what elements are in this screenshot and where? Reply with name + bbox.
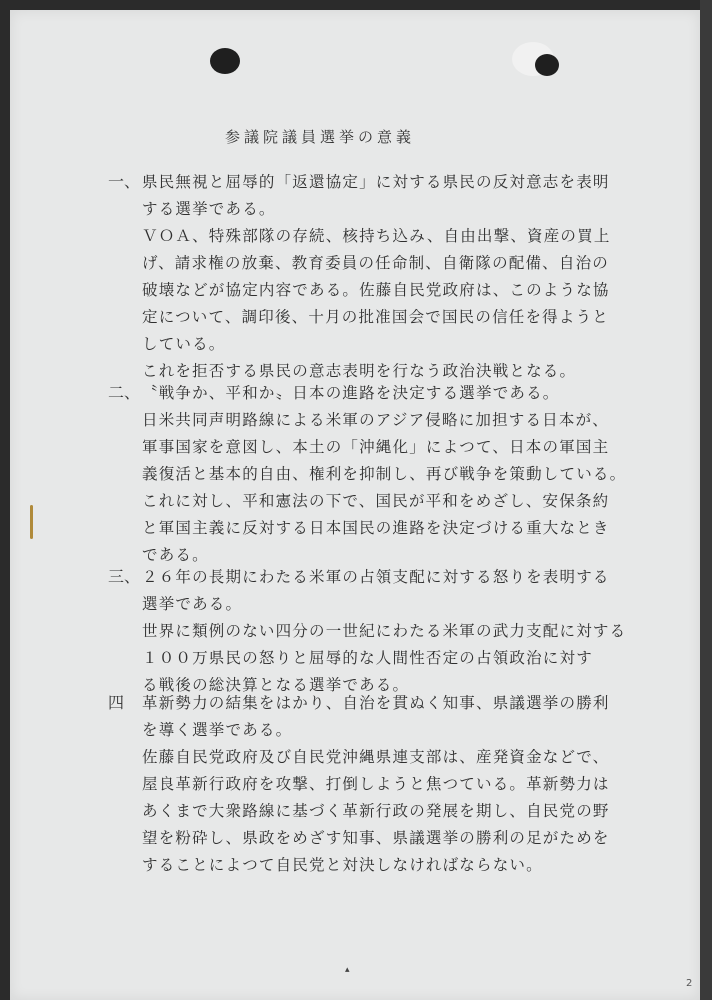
text-line: 定について、調印後、十月の批准国会で国民の信任を得ようと bbox=[142, 308, 609, 326]
page-edge-shadow bbox=[700, 0, 712, 1000]
text-line: 県民無視と屈辱的「返還協定」に対する県民の反対意志を表明 bbox=[142, 173, 610, 191]
text-line: を導く選挙である。 bbox=[142, 721, 293, 739]
section-number: 一、 bbox=[108, 172, 141, 191]
text-line: 〝戦争か、平和か〟日本の進路を決定する選挙である。 bbox=[142, 384, 560, 402]
text-line: することによつて自民党と対決しなければならない。 bbox=[142, 856, 543, 874]
text-line: る戦後の総決算となる選挙である。 bbox=[142, 676, 410, 694]
text-line: これに対し、平和憲法の下で、国民が平和をめざし、安保条約 bbox=[142, 492, 610, 510]
document-title: 参議院議員選挙の意義 bbox=[224, 128, 415, 146]
text-line: １００万県民の怒りと屈辱的な人間性否定の占領政治に対す bbox=[142, 649, 593, 667]
text-line: する選挙である。 bbox=[142, 200, 276, 218]
text-line: 世界に類例のない四分の一世紀にわたる米軍の武力支配に対する bbox=[142, 622, 627, 640]
section-number: 二、 bbox=[108, 383, 141, 402]
section-body bbox=[142, 380, 662, 569]
text-line: 日米共同声明路線による米軍のアジア侵略に加担する日本が、 bbox=[142, 411, 609, 429]
text-line: 選挙である。 bbox=[142, 595, 243, 613]
section-body bbox=[142, 564, 662, 699]
text-line: 義復活と基本的自由、権利を抑制し、再び戦争を策動している。 bbox=[142, 465, 627, 483]
text-line: 革新勢力の結集をはかり、自治を貫ぬく知事、県議選挙の勝利 bbox=[142, 694, 610, 712]
text-line: 破壊などが協定内容である。佐藤自民党政府は、このような協 bbox=[142, 281, 610, 299]
section-body bbox=[142, 169, 662, 385]
text-line: である。 bbox=[142, 546, 209, 564]
text-line: 佐藤自民党政府及び自民党沖縄県連支部は、産発資金などで、 bbox=[142, 748, 610, 766]
text-line: これを拒否する県民の意志表明を行なう政治決戦となる。 bbox=[142, 362, 577, 380]
text-line: げ、請求権の放棄、教育委員の任命制、自衛隊の配備、自治の bbox=[142, 254, 609, 272]
page-number-note: 2 bbox=[686, 978, 693, 989]
staple-mark bbox=[30, 505, 33, 539]
text-line: ＶＯＡ、特殊部隊の存続、核持ち込み、自由出撃、資産の買上 bbox=[142, 227, 611, 245]
punch-hole-left bbox=[210, 48, 240, 74]
section-number: 三、 bbox=[108, 567, 141, 586]
text-line: あくまで大衆路線に基づく革新行政の発展を期し、自民党の野 bbox=[142, 802, 610, 820]
text-line: と軍国主義に反対する日本国民の進路を決定づける重大なとき bbox=[142, 519, 610, 537]
text-line: 望を粉砕し、県政をめざす知事、県議選挙の勝利の足がためを bbox=[142, 829, 610, 847]
section-body bbox=[142, 690, 662, 879]
pencil-mark: ▴ bbox=[345, 965, 350, 975]
text-line: 屋良革新行政府を攻撃、打倒しようと焦つている。革新勢力は bbox=[142, 775, 610, 793]
punch-hole-right bbox=[535, 54, 559, 76]
section-number: 四 bbox=[108, 693, 125, 712]
text-line: している。 bbox=[142, 335, 226, 353]
text-line: ２６年の長期にわたる米軍の占領支配に対する怒りを表明する bbox=[142, 568, 610, 586]
text-line: 軍事国家を意図し、本土の「沖縄化」によつて、日本の軍国主 bbox=[142, 438, 610, 456]
